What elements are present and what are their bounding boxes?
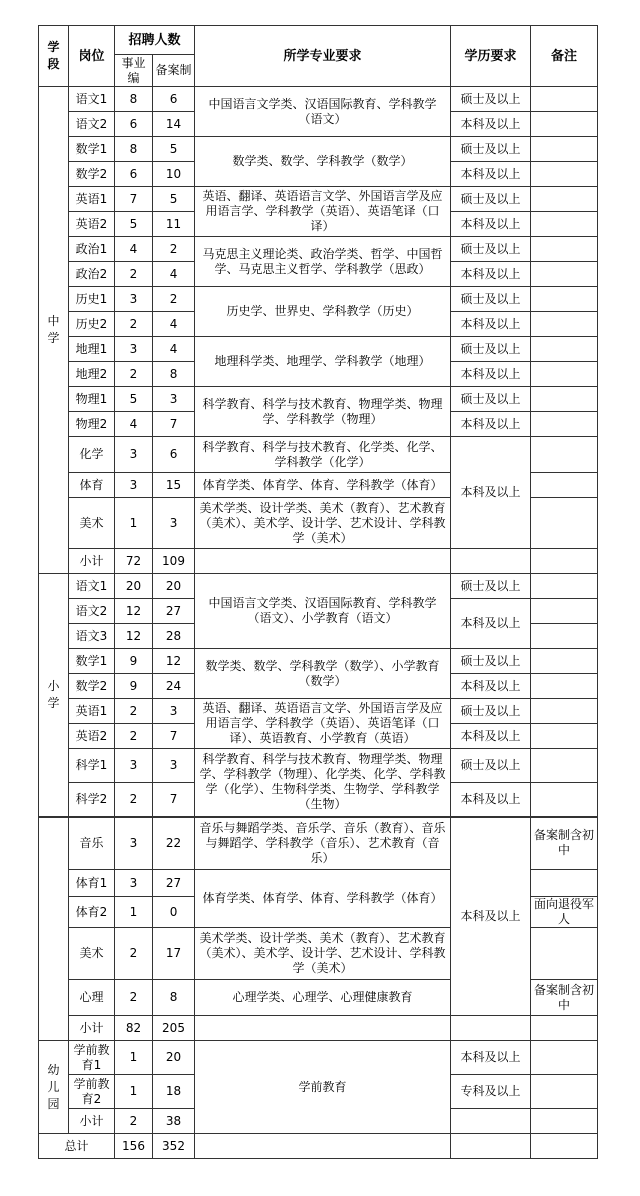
count-cell: 7: [153, 724, 195, 749]
count-cell: 8: [115, 137, 153, 162]
post-cell: 英语2: [69, 212, 115, 237]
note-cell: [531, 387, 598, 412]
table-row: [39, 337, 598, 362]
edu-cell: 本科及以上: [451, 1041, 531, 1075]
empty-cell: [195, 1016, 451, 1041]
major-cell: 马克思主义理论类、政治学类、哲学、中国哲学、马克思主义哲学、学科教学（思政）: [195, 237, 451, 287]
post-cell: 体育2: [69, 897, 115, 928]
post-cell: 语文3: [69, 624, 115, 649]
header-note: 备注: [531, 26, 598, 87]
count-cell: 27: [153, 599, 195, 624]
subtotal-label: 小计: [69, 549, 115, 574]
count-cell: 1: [115, 897, 153, 928]
post-cell: 英语2: [69, 724, 115, 749]
post-cell: 美术: [69, 498, 115, 549]
total-a: 156: [115, 1134, 153, 1159]
post-cell: 美术: [69, 928, 115, 980]
stage-empty: [39, 817, 69, 1041]
header-major: 所学专业要求: [195, 26, 451, 87]
empty-cell: [451, 1016, 531, 1041]
table-row: [39, 437, 598, 473]
note-cell: [531, 262, 598, 287]
count-cell: 3: [153, 387, 195, 412]
table-row: [39, 137, 598, 162]
note-cell: [531, 599, 598, 624]
subtotal-b: 205: [153, 1016, 195, 1041]
post-cell: 语文2: [69, 599, 115, 624]
subtotal-label: 小计: [69, 1109, 115, 1134]
major-cell: 体育学类、体育学、体育、学科教学（体育）: [195, 473, 451, 498]
table-row: [39, 187, 598, 212]
note-cell: [531, 699, 598, 724]
post-cell: 地理1: [69, 337, 115, 362]
edu-cell: 硕士及以上: [451, 337, 531, 362]
count-cell: 2: [115, 783, 153, 817]
note-cell: [531, 212, 598, 237]
post-cell: 学前教育2: [69, 1075, 115, 1109]
empty-cell: [451, 1134, 531, 1159]
post-cell: 心理: [69, 980, 115, 1016]
edu-cell: 硕士及以上: [451, 749, 531, 783]
note-cell: [531, 112, 598, 137]
major-cell: 美术学类、设计学类、美术（教育）、艺术教育（美术）、美术学、设计学、艺术设计、学科教学（美术）: [195, 928, 451, 980]
major-cell: 科学教育、科学与技术教育、化学类、化学、学科教学（化学）: [195, 437, 451, 473]
post-cell: 体育1: [69, 870, 115, 897]
note-cell: 面向退役军人: [531, 897, 598, 928]
major-cell: 音乐与舞蹈学类、音乐学、音乐（教育）、音乐与舞蹈学、学科教学（音乐）、艺术教育（音乐）: [195, 817, 451, 870]
major-cell: 英语、翻译、英语语言文学、外国语言学及应用语言学、学科教学（英语）、英语笔译（口译）: [195, 187, 451, 237]
post-cell: 数学1: [69, 649, 115, 674]
major-cell: 学前教育: [195, 1041, 451, 1134]
edu-cell: 本科及以上: [451, 817, 531, 1016]
empty-cell: [531, 549, 598, 574]
recruitment-table-wrapper: [38, 25, 598, 1159]
edu-cell: 硕士及以上: [451, 137, 531, 162]
count-cell: 0: [153, 897, 195, 928]
count-cell: 6: [115, 112, 153, 137]
count-cell: 27: [153, 870, 195, 897]
count-cell: 6: [153, 87, 195, 112]
edu-cell: 硕士及以上: [451, 387, 531, 412]
subtotal-a: 2: [115, 1109, 153, 1134]
count-cell: 8: [115, 87, 153, 112]
count-cell: 6: [115, 162, 153, 187]
major-cell: 数学类、数学、学科教学（数学）: [195, 137, 451, 187]
count-cell: 2: [115, 699, 153, 724]
note-cell: [531, 749, 598, 783]
edu-cell: 硕士及以上: [451, 87, 531, 112]
empty-cell: [195, 1134, 451, 1159]
edu-cell: 本科及以上: [451, 674, 531, 699]
edu-cell: 本科及以上: [451, 362, 531, 387]
count-cell: 6: [153, 437, 195, 473]
post-cell: 音乐: [69, 817, 115, 870]
note-cell: [531, 870, 598, 897]
note-cell: 备案制含初中: [531, 980, 598, 1016]
major-cell: 美术学类、设计学类、美术（教育）、艺术教育（美术）、美术学、设计学、艺术设计、学科教学（美术）: [195, 498, 451, 549]
major-cell: 数学类、数学、学科教学（数学）、小学教育（数学）: [195, 649, 451, 699]
count-cell: 8: [153, 362, 195, 387]
table-row: [39, 574, 598, 599]
table-row: [39, 237, 598, 262]
note-cell: [531, 574, 598, 599]
post-cell: 数学2: [69, 162, 115, 187]
count-cell: 7: [153, 412, 195, 437]
subtotal-label: 小计: [69, 1016, 115, 1041]
major-cell: 地理科学类、地理学、学科教学（地理）: [195, 337, 451, 387]
stage-kindergarten: 幼儿园: [39, 1041, 69, 1134]
note-cell: [531, 287, 598, 312]
note-cell: [531, 473, 598, 498]
count-cell: 3: [115, 473, 153, 498]
count-cell: 3: [115, 337, 153, 362]
edu-cell: 硕士及以上: [451, 649, 531, 674]
post-cell: 学前教育1: [69, 1041, 115, 1075]
post-cell: 语文2: [69, 112, 115, 137]
note-cell: [531, 237, 598, 262]
edu-cell: 本科及以上: [451, 112, 531, 137]
post-cell: 体育: [69, 473, 115, 498]
count-cell: 2: [115, 312, 153, 337]
note-cell: [531, 437, 598, 473]
subtotal-b: 109: [153, 549, 195, 574]
post-cell: 科学1: [69, 749, 115, 783]
note-cell: [531, 312, 598, 337]
stage-middle: 中学: [39, 87, 69, 574]
post-cell: 数学1: [69, 137, 115, 162]
count-cell: 7: [153, 783, 195, 817]
count-cell: 28: [153, 624, 195, 649]
count-cell: 2: [115, 362, 153, 387]
post-cell: 物理2: [69, 412, 115, 437]
count-cell: 10: [153, 162, 195, 187]
header-stage: 学段: [39, 26, 69, 87]
count-cell: 5: [115, 387, 153, 412]
note-cell: [531, 337, 598, 362]
note-cell: [531, 412, 598, 437]
empty-cell: [195, 549, 451, 574]
count-cell: 4: [153, 337, 195, 362]
table-row: [39, 87, 598, 112]
post-cell: 物理1: [69, 387, 115, 412]
count-cell: 11: [153, 212, 195, 237]
empty-cell: [531, 1109, 598, 1134]
count-cell: 17: [153, 928, 195, 980]
header-row-1: [39, 26, 598, 55]
table-row: [39, 649, 598, 674]
note-cell: [531, 162, 598, 187]
major-cell: 中国语言文学类、汉语国际教育、学科教学（语文）: [195, 87, 451, 137]
note-cell: [531, 928, 598, 980]
total-b: 352: [153, 1134, 195, 1159]
count-cell: 8: [153, 980, 195, 1016]
major-cell: 科学教育、科学与技术教育、物理学类、物理学、学科教学（物理）、化学类、化学、学科教学（化学）、生物科学类、生物学、学科教学（生物）: [195, 749, 451, 817]
post-cell: 英语1: [69, 699, 115, 724]
note-cell: [531, 137, 598, 162]
count-cell: 1: [115, 1041, 153, 1075]
post-cell: 历史2: [69, 312, 115, 337]
edu-cell: 硕士及以上: [451, 237, 531, 262]
count-cell: 4: [153, 262, 195, 287]
count-cell: 2: [115, 724, 153, 749]
note-cell: [531, 783, 598, 817]
edu-cell: 本科及以上: [451, 212, 531, 237]
major-cell: 体育学类、体育学、体育、学科教学（体育）: [195, 870, 451, 928]
count-cell: 3: [153, 498, 195, 549]
note-cell: [531, 1075, 598, 1109]
count-cell: 4: [153, 312, 195, 337]
subtotal-a: 72: [115, 549, 153, 574]
major-cell: 心理学类、心理学、心理健康教育: [195, 980, 451, 1016]
count-cell: 15: [153, 473, 195, 498]
count-cell: 3: [115, 817, 153, 870]
count-cell: 12: [115, 624, 153, 649]
count-cell: 20: [153, 1041, 195, 1075]
post-cell: 语文1: [69, 574, 115, 599]
edu-cell: 本科及以上: [451, 412, 531, 437]
subtotal-b: 38: [153, 1109, 195, 1134]
edu-cell: 本科及以上: [451, 599, 531, 649]
note-cell: [531, 1041, 598, 1075]
empty-cell: [451, 549, 531, 574]
edu-cell: 专科及以上: [451, 1075, 531, 1109]
post-cell: 政治2: [69, 262, 115, 287]
count-cell: 4: [115, 412, 153, 437]
count-cell: 1: [115, 498, 153, 549]
edu-cell: 硕士及以上: [451, 287, 531, 312]
empty-cell: [531, 1016, 598, 1041]
table-row: [39, 287, 598, 312]
count-cell: 14: [153, 112, 195, 137]
table-row: [39, 817, 598, 870]
edu-cell: 本科及以上: [451, 437, 531, 549]
count-cell: 2: [115, 262, 153, 287]
count-cell: 2: [153, 237, 195, 262]
count-cell: 20: [115, 574, 153, 599]
major-cell: 中国语言文学类、汉语国际教育、学科教学（语文）、小学教育（语文）: [195, 574, 451, 649]
post-cell: 政治1: [69, 237, 115, 262]
stage-primary: 小学: [39, 574, 69, 817]
edu-cell: 本科及以上: [451, 724, 531, 749]
note-cell: [531, 87, 598, 112]
note-cell: 备案制含初中: [531, 817, 598, 870]
edu-cell: 硕士及以上: [451, 187, 531, 212]
total-label: 总计: [39, 1134, 115, 1159]
count-cell: 18: [153, 1075, 195, 1109]
post-cell: 化学: [69, 437, 115, 473]
count-cell: 5: [153, 137, 195, 162]
table-row: [39, 749, 598, 783]
edu-cell: 本科及以上: [451, 312, 531, 337]
edu-cell: 本科及以上: [451, 262, 531, 287]
note-cell: [531, 624, 598, 649]
empty-cell: [531, 1134, 598, 1159]
count-cell: 3: [115, 287, 153, 312]
total-row: [39, 1134, 598, 1159]
major-cell: 历史学、世界史、学科教学（历史）: [195, 287, 451, 337]
count-cell: 9: [115, 674, 153, 699]
count-cell: 7: [115, 187, 153, 212]
count-cell: 20: [153, 574, 195, 599]
count-cell: 12: [115, 599, 153, 624]
count-cell: 4: [115, 237, 153, 262]
note-cell: [531, 674, 598, 699]
note-cell: [531, 187, 598, 212]
header-edu: 学历要求: [451, 26, 531, 87]
major-cell: 科学教育、科学与技术教育、物理学类、物理学、学科教学（物理）: [195, 387, 451, 437]
subtotal-row: [39, 549, 598, 574]
edu-cell: 硕士及以上: [451, 574, 531, 599]
header-post: 岗位: [69, 26, 115, 87]
count-cell: 24: [153, 674, 195, 699]
table-row: [39, 387, 598, 412]
count-cell: 2: [115, 928, 153, 980]
header-bianzhi: 事业编: [115, 55, 153, 87]
note-cell: [531, 362, 598, 387]
count-cell: 1: [115, 1075, 153, 1109]
count-cell: 3: [115, 437, 153, 473]
count-cell: 2: [115, 980, 153, 1016]
recruitment-table: [38, 25, 598, 1159]
edu-cell: 本科及以上: [451, 162, 531, 187]
subtotal-row: [39, 1016, 598, 1041]
post-cell: 科学2: [69, 783, 115, 817]
empty-cell: [451, 1109, 531, 1134]
note-cell: [531, 724, 598, 749]
edu-cell: 硕士及以上: [451, 699, 531, 724]
major-cell: 英语、翻译、英语语言文学、外国语言学及应用语言学、学科教学（英语）、英语笔译（口译）、英语教育、小学教育（英语）: [195, 699, 451, 749]
count-cell: 22: [153, 817, 195, 870]
post-cell: 语文1: [69, 87, 115, 112]
count-cell: 3: [153, 749, 195, 783]
count-cell: 5: [115, 212, 153, 237]
note-cell: [531, 649, 598, 674]
post-cell: 地理2: [69, 362, 115, 387]
count-cell: 2: [153, 287, 195, 312]
table-row: [39, 1041, 598, 1075]
post-cell: 英语1: [69, 187, 115, 212]
count-cell: 3: [115, 870, 153, 897]
note-cell: [531, 498, 598, 549]
post-cell: 数学2: [69, 674, 115, 699]
count-cell: 12: [153, 649, 195, 674]
header-recruit: 招聘人数: [115, 26, 195, 55]
table-row: [39, 699, 598, 724]
count-cell: 3: [115, 749, 153, 783]
post-cell: 历史1: [69, 287, 115, 312]
edu-cell: 本科及以上: [451, 783, 531, 817]
count-cell: 3: [153, 699, 195, 724]
header-beian: 备案制: [153, 55, 195, 87]
subtotal-a: 82: [115, 1016, 153, 1041]
count-cell: 9: [115, 649, 153, 674]
count-cell: 5: [153, 187, 195, 212]
